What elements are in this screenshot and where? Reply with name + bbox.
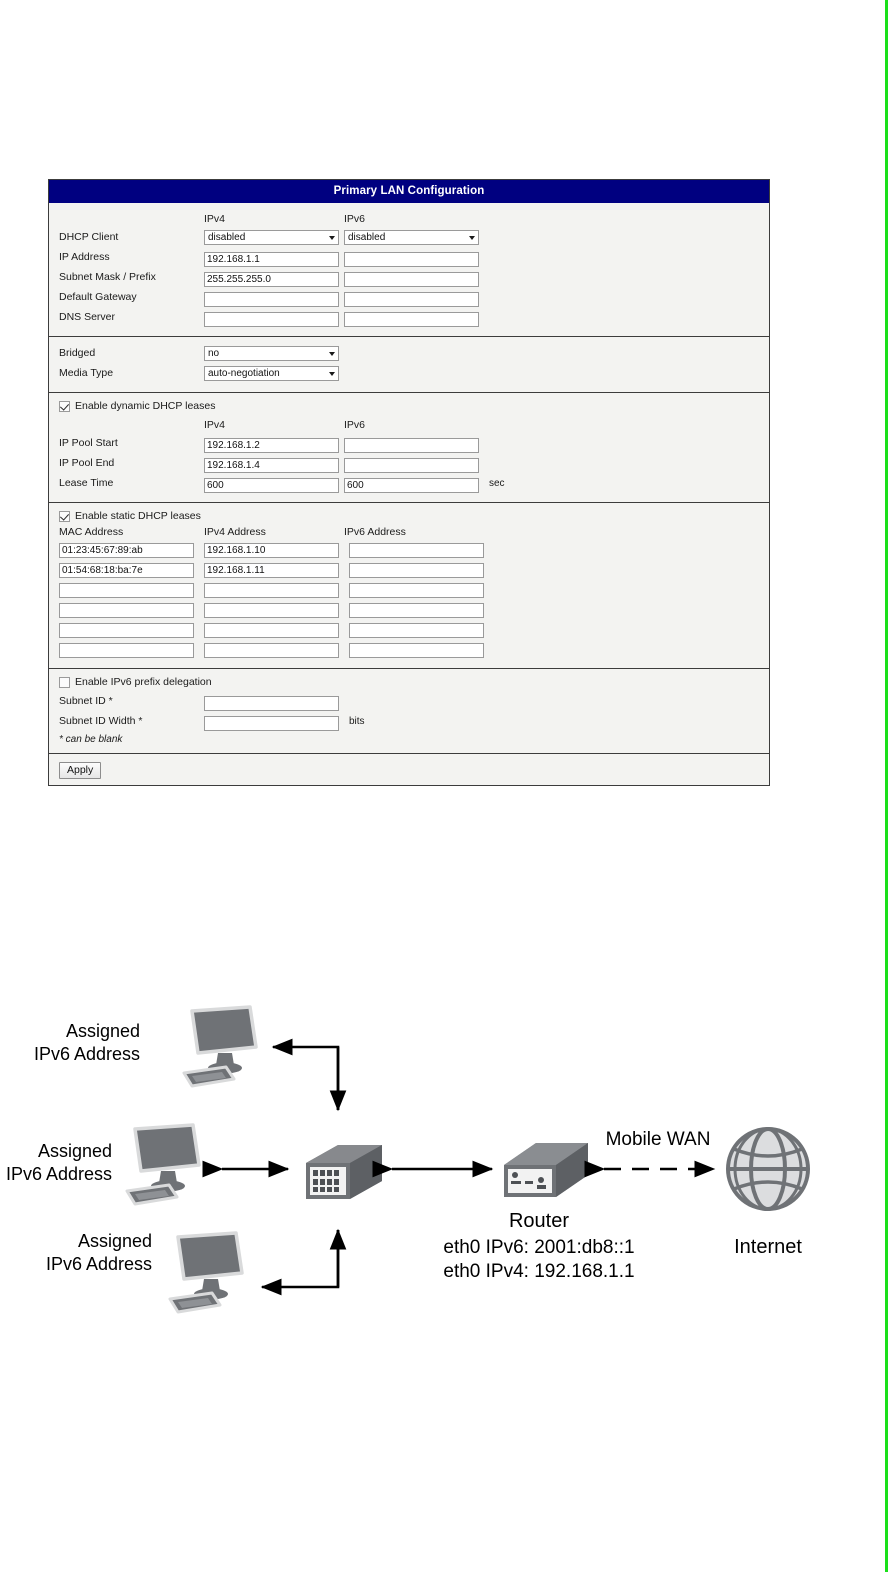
client-middle-label-line1: Assigned bbox=[37, 1141, 112, 1161]
cell-mac[interactable] bbox=[59, 540, 199, 558]
label-enable-static-dhcp-leases: Enable static DHCP leases bbox=[75, 510, 201, 522]
row-dns-server bbox=[59, 308, 769, 327]
client-top-label-line2: IPv6 Address bbox=[33, 1044, 140, 1064]
input-static-mac-4[interactable] bbox=[59, 623, 194, 638]
link-arrow-top-to-switch bbox=[273, 1047, 338, 1110]
input-static-ipv4-1[interactable] bbox=[204, 563, 339, 578]
row-bridged bbox=[59, 344, 769, 363]
network-topology-diagram bbox=[0, 985, 894, 1330]
select-dhcp-client-ipv6-value: disabled bbox=[348, 232, 386, 243]
label-dns-server: DNS Server bbox=[59, 311, 116, 323]
router-title: Router bbox=[508, 1210, 570, 1232]
cell-ipv6[interactable] bbox=[349, 540, 489, 558]
dynamic-column-header-row bbox=[59, 416, 769, 433]
field-subnet-mask-ipv6[interactable] bbox=[344, 269, 484, 287]
client-middle-icon bbox=[127, 1125, 199, 1204]
row-dhcp-client bbox=[59, 228, 769, 247]
cell-ipv4[interactable] bbox=[204, 560, 344, 578]
input-dns-server-ipv6[interactable] bbox=[344, 312, 479, 327]
input-static-mac-5[interactable] bbox=[59, 643, 194, 658]
toggle-enable-dynamic-dhcp-leases[interactable] bbox=[59, 400, 769, 412]
cell-mac[interactable] bbox=[59, 580, 199, 598]
dynamic-column-header-ipv4: IPv4 bbox=[204, 418, 226, 431]
cell-ipv6[interactable] bbox=[349, 600, 489, 618]
column-header-ipv6: IPv6 bbox=[344, 212, 366, 225]
input-static-ipv6-1[interactable] bbox=[349, 563, 484, 578]
static-dhcp-leases-section bbox=[49, 503, 769, 669]
router-ipv4: eth0 IPv4: 192.168.1.1 bbox=[443, 1261, 635, 1282]
input-static-mac-3[interactable] bbox=[59, 603, 194, 618]
dynamic-dhcp-leases-section bbox=[49, 393, 769, 503]
page-edge-marker bbox=[885, 0, 888, 1572]
field-dns-server-ipv6[interactable] bbox=[344, 309, 484, 327]
field-ip-pool-start-ipv6[interactable] bbox=[344, 435, 484, 453]
table-row bbox=[59, 540, 769, 558]
label-subnet-id-width: Subnet ID Width * bbox=[59, 715, 143, 727]
input-lease-time-ipv6[interactable] bbox=[344, 478, 479, 493]
network-addressing-section bbox=[49, 203, 769, 337]
network-switch-icon bbox=[306, 1145, 382, 1199]
input-ip-address-ipv4[interactable] bbox=[204, 252, 339, 267]
table-row bbox=[59, 600, 769, 618]
input-subnet-mask-ipv6[interactable] bbox=[344, 272, 479, 287]
field-dhcp-client-ipv4[interactable] bbox=[204, 230, 344, 245]
select-dhcp-client-ipv4[interactable] bbox=[204, 230, 339, 245]
input-default-gateway-ipv4[interactable] bbox=[204, 292, 339, 307]
wan-label: Mobile WAN bbox=[605, 1129, 711, 1150]
select-media-type-value: auto-negotiation bbox=[208, 368, 280, 379]
cell-ipv6[interactable] bbox=[349, 620, 489, 638]
internet-globe-icon bbox=[728, 1129, 808, 1209]
cell-ipv4[interactable] bbox=[204, 640, 344, 658]
client-bottom-icon bbox=[170, 1233, 242, 1312]
client-middle-label-line2: IPv6 Address bbox=[5, 1164, 112, 1184]
input-static-ipv4-3[interactable] bbox=[204, 603, 339, 618]
label-subnet-mask-prefix: Subnet Mask / Prefix bbox=[59, 271, 156, 283]
input-static-ipv4-5[interactable] bbox=[204, 643, 339, 658]
row-media-type bbox=[59, 364, 769, 383]
field-media-type[interactable] bbox=[204, 366, 344, 381]
table-row bbox=[59, 640, 769, 658]
input-static-ipv4-4[interactable] bbox=[204, 623, 339, 638]
unit-subnet-id-width: bits bbox=[349, 716, 365, 727]
input-default-gateway-ipv6[interactable] bbox=[344, 292, 479, 307]
select-dhcp-client-ipv4-value: disabled bbox=[208, 232, 246, 243]
toggle-enable-static-dhcp-leases[interactable] bbox=[59, 510, 769, 522]
field-ip-address-ipv4[interactable] bbox=[204, 249, 344, 267]
cell-ipv4[interactable] bbox=[204, 620, 344, 638]
checkbox-enable-dynamic-dhcp-leases[interactable] bbox=[59, 401, 70, 412]
cell-mac[interactable] bbox=[59, 600, 199, 618]
cell-mac[interactable] bbox=[59, 620, 199, 638]
primary-lan-configuration-panel bbox=[48, 179, 770, 786]
row-subnet-id bbox=[59, 692, 769, 711]
select-bridged-value: no bbox=[208, 348, 220, 359]
field-lease-time-ipv4[interactable] bbox=[204, 475, 344, 493]
label-subnet-id: Subnet ID * bbox=[59, 695, 113, 707]
checkbox-enable-ipv6-prefix-delegation[interactable] bbox=[59, 677, 70, 688]
header-ipv6-address: IPv6 Address bbox=[344, 526, 406, 538]
table-row bbox=[59, 560, 769, 578]
row-subnet-mask-prefix bbox=[59, 268, 769, 287]
field-subnet-id-width[interactable] bbox=[204, 713, 344, 731]
form-actions bbox=[49, 754, 769, 785]
label-media-type: Media Type bbox=[59, 367, 114, 379]
client-bottom-label-line2: IPv6 Address bbox=[45, 1254, 152, 1274]
select-media-type[interactable] bbox=[204, 366, 339, 381]
row-ip-address bbox=[59, 248, 769, 267]
row-default-gateway bbox=[59, 288, 769, 307]
cell-ipv6[interactable] bbox=[349, 640, 489, 658]
field-dhcp-client-ipv6[interactable] bbox=[344, 230, 484, 245]
panel-title: Primary LAN Configuration bbox=[49, 180, 769, 203]
field-default-gateway-ipv6[interactable] bbox=[344, 289, 484, 307]
field-ip-pool-end-ipv4[interactable] bbox=[204, 455, 344, 473]
cell-mac[interactable] bbox=[59, 640, 199, 658]
field-bridged[interactable] bbox=[204, 346, 344, 361]
input-static-ipv6-5[interactable] bbox=[349, 643, 484, 658]
cell-mac[interactable] bbox=[59, 560, 199, 578]
field-ip-pool-start-ipv4[interactable] bbox=[204, 435, 344, 453]
chevron-down-icon bbox=[329, 236, 335, 240]
input-static-mac-1[interactable] bbox=[59, 563, 194, 578]
chevron-down-icon bbox=[329, 352, 335, 356]
row-lease-time bbox=[59, 474, 769, 493]
label-dhcp-client: DHCP Client bbox=[59, 231, 119, 243]
row-ip-pool-end bbox=[59, 454, 769, 473]
input-static-ipv6-0[interactable] bbox=[349, 543, 484, 558]
label-bridged: Bridged bbox=[59, 347, 96, 359]
field-subnet-mask-ipv4[interactable] bbox=[204, 269, 344, 287]
input-static-ipv4-0[interactable] bbox=[204, 543, 339, 558]
input-subnet-mask-ipv4[interactable] bbox=[204, 272, 339, 287]
internet-label: Internet bbox=[734, 1236, 802, 1258]
label-ip-pool-start: IP Pool Start bbox=[59, 437, 118, 449]
cell-ipv4[interactable] bbox=[204, 540, 344, 558]
checkbox-enable-static-dhcp-leases[interactable] bbox=[59, 511, 70, 522]
input-lease-time-ipv4[interactable] bbox=[204, 478, 339, 493]
apply-button[interactable]: Apply bbox=[59, 762, 101, 779]
label-ip-address: IP Address bbox=[59, 251, 110, 263]
field-dns-server-ipv4[interactable] bbox=[204, 309, 344, 327]
input-ip-pool-end-ipv6[interactable] bbox=[344, 458, 479, 473]
input-ip-pool-start-ipv6[interactable] bbox=[344, 438, 479, 453]
input-static-ipv6-3[interactable] bbox=[349, 603, 484, 618]
label-enable-dynamic-dhcp-leases: Enable dynamic DHCP leases bbox=[75, 400, 216, 412]
static-lease-table-header bbox=[59, 526, 769, 538]
cell-ipv4[interactable] bbox=[204, 600, 344, 618]
field-lease-time-ipv6[interactable] bbox=[344, 475, 484, 493]
field-default-gateway-ipv4[interactable] bbox=[204, 289, 344, 307]
cell-ipv6[interactable] bbox=[349, 560, 489, 578]
unit-lease-time: sec bbox=[489, 478, 505, 489]
select-bridged[interactable] bbox=[204, 346, 339, 361]
label-enable-ipv6-prefix-delegation: Enable IPv6 prefix delegation bbox=[75, 676, 212, 688]
link-arrow-bottom-to-client bbox=[262, 1230, 338, 1287]
link-settings-section bbox=[49, 337, 769, 393]
chevron-down-icon bbox=[329, 372, 335, 376]
field-ip-address-ipv6[interactable] bbox=[344, 249, 484, 267]
label-ip-pool-end: IP Pool End bbox=[59, 457, 115, 469]
client-top-icon bbox=[184, 1007, 256, 1086]
input-static-mac-2[interactable] bbox=[59, 583, 194, 598]
header-ipv4-address: IPv4 Address bbox=[204, 526, 266, 538]
input-static-ipv6-4[interactable] bbox=[349, 623, 484, 638]
column-header-row bbox=[59, 210, 769, 227]
label-lease-time: Lease Time bbox=[59, 477, 114, 489]
input-dns-server-ipv4[interactable] bbox=[204, 312, 339, 327]
label-default-gateway: Default Gateway bbox=[59, 291, 137, 303]
input-subnet-id[interactable] bbox=[204, 696, 339, 711]
field-ip-pool-end-ipv6[interactable] bbox=[344, 455, 484, 473]
dynamic-column-header-ipv6: IPv6 bbox=[344, 418, 366, 431]
input-static-ipv6-2[interactable] bbox=[349, 583, 484, 598]
input-ip-address-ipv6[interactable] bbox=[344, 252, 479, 267]
chevron-down-icon bbox=[469, 236, 475, 240]
ipv6-prefix-delegation-section bbox=[49, 669, 769, 754]
client-top-label-line1: Assigned bbox=[65, 1021, 140, 1041]
input-subnet-id-width[interactable] bbox=[204, 716, 339, 731]
footnote-can-be-blank: * can be blank bbox=[59, 734, 123, 745]
client-bottom-label-line1: Assigned bbox=[77, 1231, 152, 1251]
select-dhcp-client-ipv6[interactable] bbox=[344, 230, 479, 245]
input-static-ipv4-2[interactable] bbox=[204, 583, 339, 598]
cell-ipv4[interactable] bbox=[204, 580, 344, 598]
row-ip-pool-start bbox=[59, 434, 769, 453]
table-row bbox=[59, 580, 769, 598]
row-subnet-id-width bbox=[59, 712, 769, 731]
input-static-mac-0[interactable] bbox=[59, 543, 194, 558]
input-ip-pool-end-ipv4[interactable] bbox=[204, 458, 339, 473]
column-header-ipv4: IPv4 bbox=[204, 212, 226, 225]
cell-ipv6[interactable] bbox=[349, 580, 489, 598]
toggle-enable-ipv6-prefix-delegation[interactable] bbox=[59, 676, 769, 688]
field-subnet-id[interactable] bbox=[204, 693, 344, 711]
header-mac-address: MAC Address bbox=[59, 526, 124, 538]
input-ip-pool-start-ipv4[interactable] bbox=[204, 438, 339, 453]
router-icon bbox=[504, 1143, 588, 1197]
router-ipv6: eth0 IPv6: 2001:db8::1 bbox=[443, 1237, 635, 1258]
table-row bbox=[59, 620, 769, 638]
